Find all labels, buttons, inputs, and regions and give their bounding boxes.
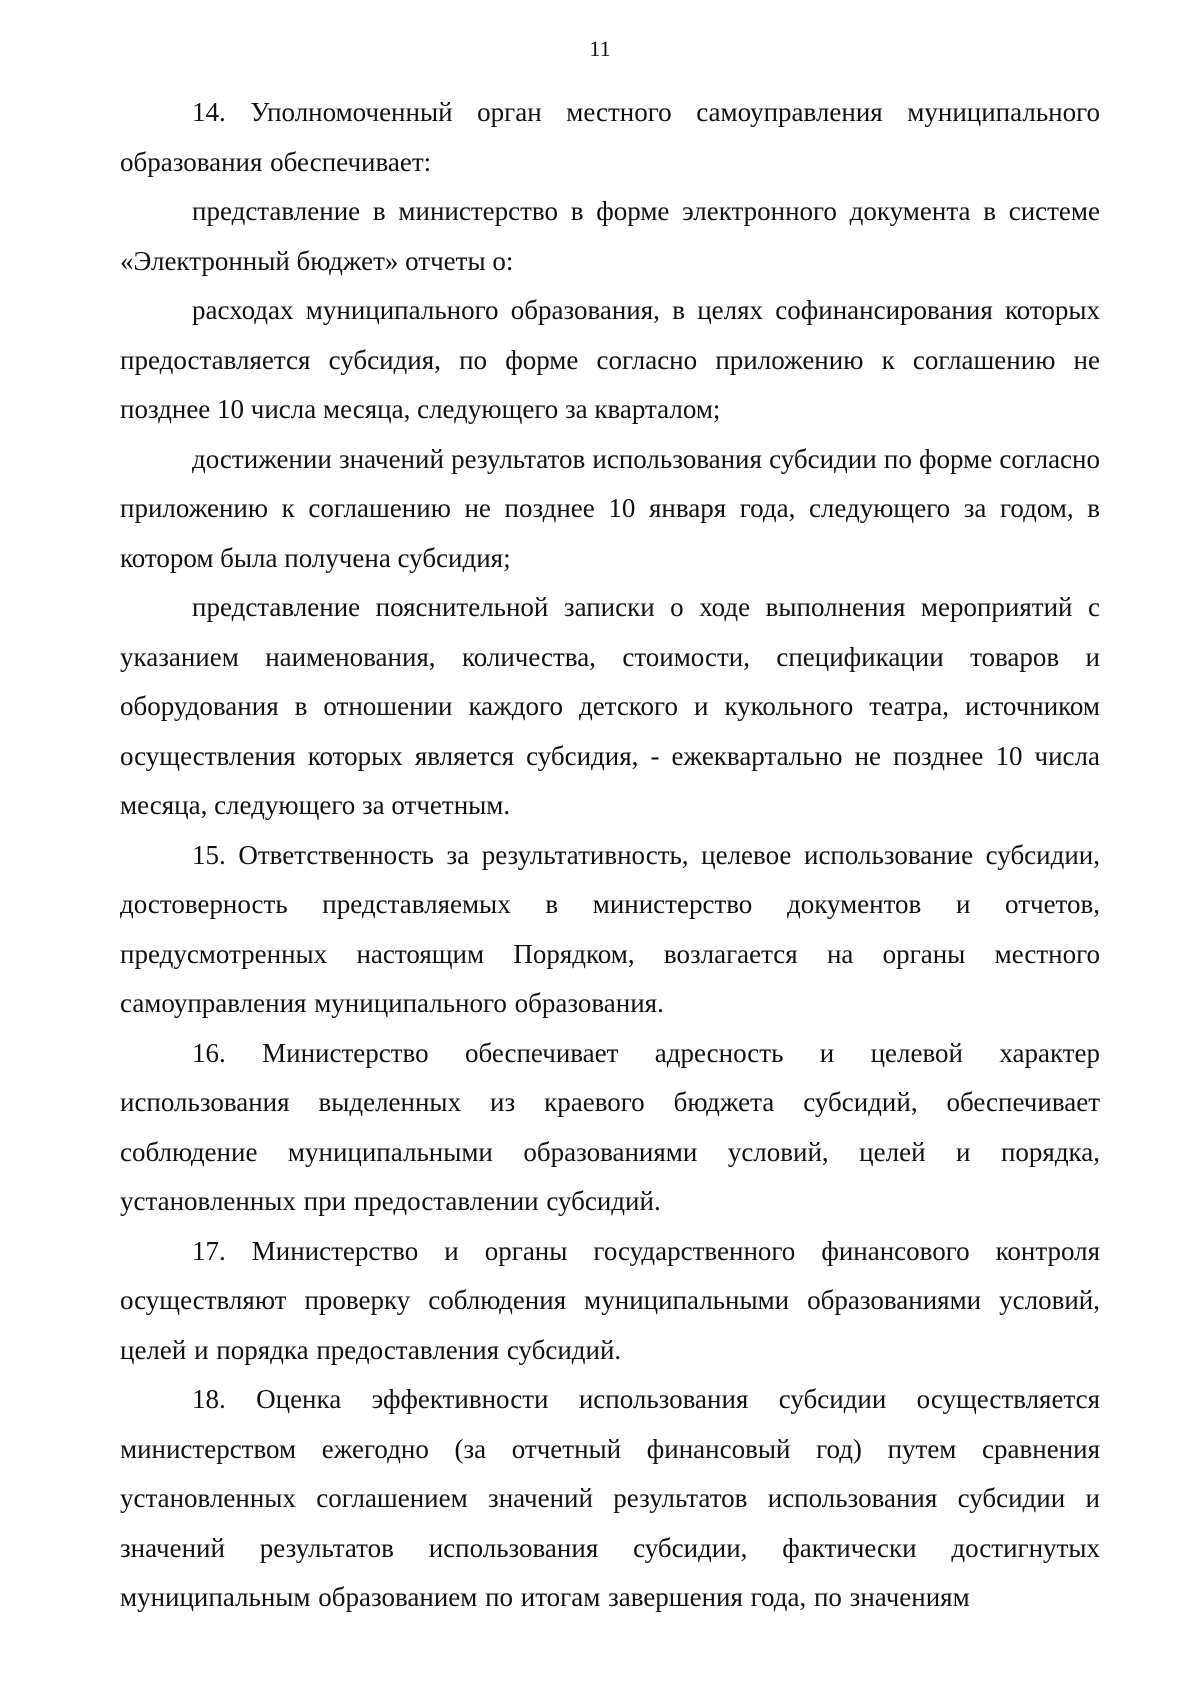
paragraph-17: 17. Министерство и органы государственного финансового контроля осуществляют проверку соблюдения муниципальными образованиями условий, целей и порядка предоставления субсидий. [120, 1235, 1100, 1365]
paragraph-report-submission: представление в министерство в форме электронного документа в системе «Электронный бюджет» отчеты о: [120, 196, 1100, 276]
document-body [120, 88, 1100, 1623]
paragraph-explanatory-note: представление пояснительной записки о ходе выполнения мероприятий с указанием наименования, количества, стоимости, спецификации товаров и оборудования в отношении каждого детского и кукольного театра, источником осуществления которых является субсидия, - ежеквартально не позднее 10 числа месяца, следующего за отчетным. [120, 592, 1100, 820]
paragraph-15: 15. Ответственность за результативность, целевое использование субсидии, достоверность представляемых в министерство документов и отчетов, предусмотренных настоящим Порядком, возлагается на органы местного самоуправления муниципального образования. [120, 839, 1100, 1018]
paragraph-14: 14. Уполномоченный орган местного самоуправления муниципального образования обеспечивает: [120, 97, 1100, 177]
paragraph-18: 18. Оценка эффективности использования субсидии осуществляется министерством ежегодно (за отчетный финансовый год) путем сравнения установленных соглашением значений результатов использования субсидии и значений результатов использования субсидии, фактически достигнутых муниципальным образованием по итогам завершения года, по значениям [120, 1384, 1100, 1612]
paragraph-expenses-report: расходах муниципального образования, в целях софинансирования которых предоставляется субсидия, по форме согласно приложению к соглашению не позднее 10 числа месяца, следующего за кварталом; [120, 295, 1100, 424]
page-number: 11 [589, 36, 611, 61]
paragraph-16: 16. Министерство обеспечивает адресность и целевой характер использования выделенных из краевого бюджета субсидий, обеспечивает соблюдение муниципальными образованиями условий, целей и порядка, установленных при предоставлении субсидий. [120, 1037, 1100, 1216]
paragraph-results-report: достижении значений результатов использования субсидии по форме согласно приложению к соглашению не позднее 10 января года, следующего за годом, в котором была получена субсидия; [120, 443, 1100, 573]
